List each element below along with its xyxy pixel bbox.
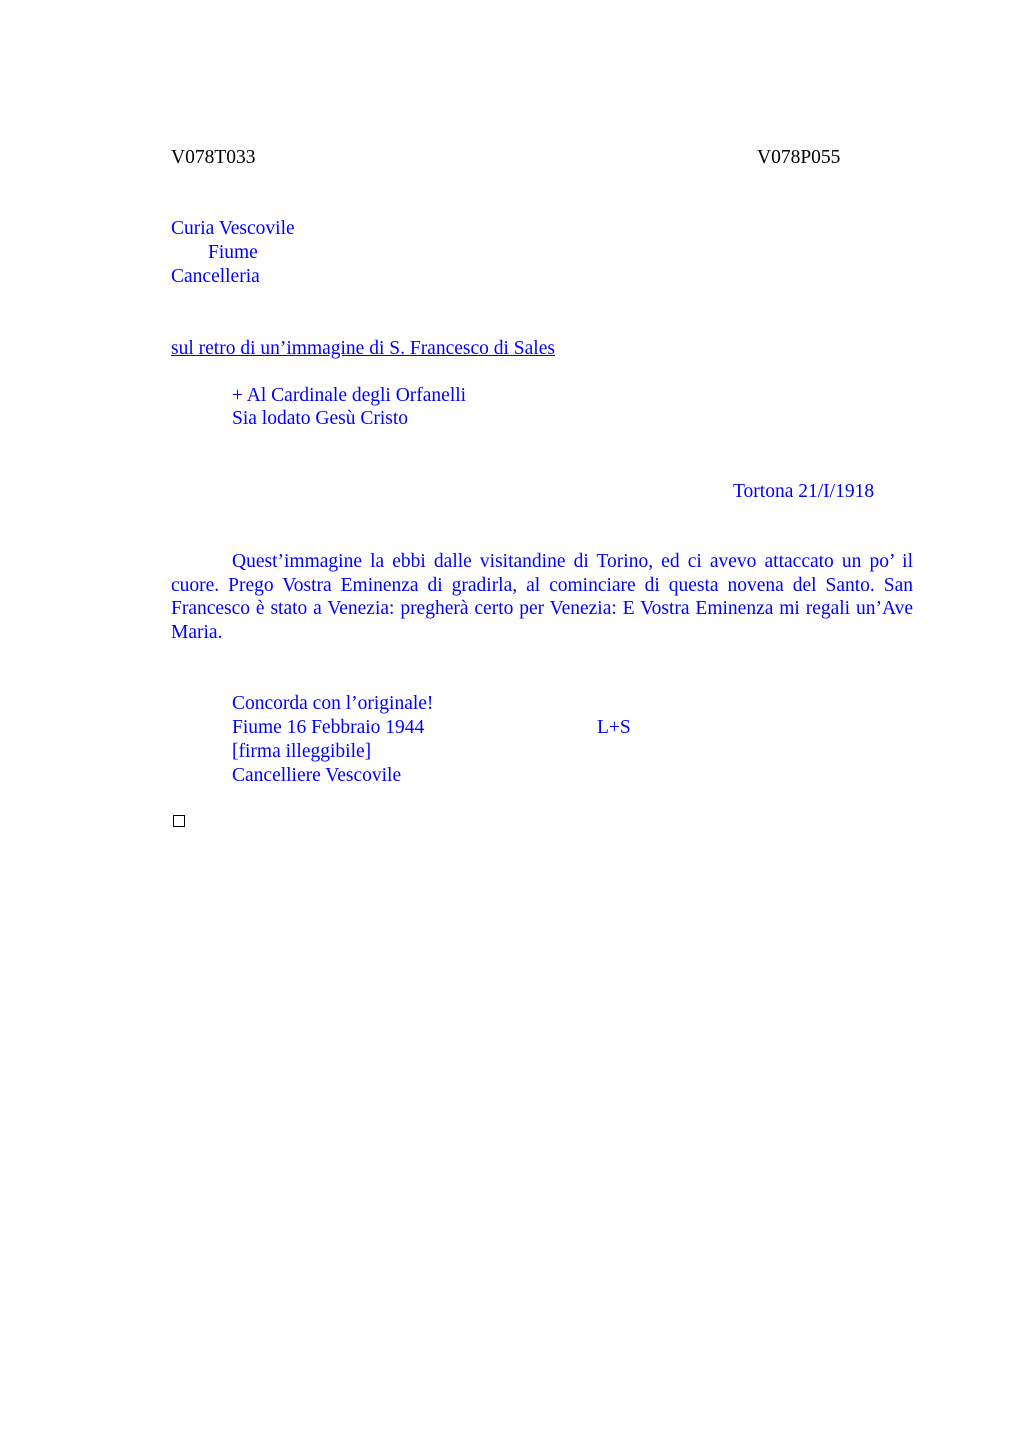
- certification-signature: [firma illeggibile]: [232, 741, 372, 762]
- letter-body: Quest’immagine la ebbi dalle visitandine di Torino, ed ci avevo attaccato un po’ il cuore. Prego Vostra Eminenza di gradirla, al cominciare di questa novena del Santo. San Francesco è stato a Venezia: pregherà certo per Venezia: E Vostra Eminenza mi regali un’Ave Maria.: [171, 551, 913, 643]
- salutation-addressee: + Al Cardinale degli Orfanelli: [232, 385, 467, 406]
- salutation: [232, 384, 466, 430]
- certification-date: Fiume 16 Febbraio 1944: [232, 717, 425, 738]
- seal-mark: L+S: [597, 717, 631, 738]
- certification-statement: Concorda con l’originale!: [232, 693, 434, 714]
- salutation-greeting: Sia lodato Gesù Cristo: [232, 408, 409, 429]
- editorial-note: sul retro di un’immagine di S. Francesco di Sales: [171, 338, 555, 359]
- letterhead-curia: Curia Vescovile: [171, 218, 295, 239]
- document-code-left: V078T033: [171, 147, 256, 168]
- end-square-icon: [173, 815, 185, 827]
- certification-role: Cancelliere Vescovile: [232, 765, 402, 786]
- dateline: Tortona 21/I/1918: [733, 481, 875, 502]
- letterhead-office: Cancelleria: [171, 266, 260, 287]
- certification-date-row: [232, 716, 631, 740]
- certification-block: [232, 692, 631, 788]
- letterhead-city: Fiume: [208, 242, 258, 263]
- letterhead: [171, 217, 295, 289]
- document-code-right: V078P055: [757, 147, 841, 168]
